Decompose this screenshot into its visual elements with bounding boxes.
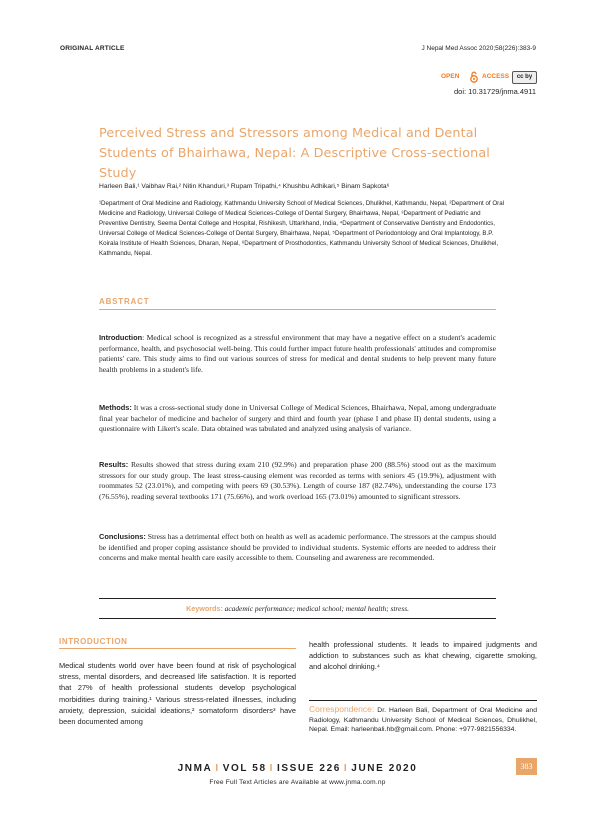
section-label: ORIGINAL ARTICLE (60, 45, 125, 52)
keywords-rule-bottom (99, 618, 496, 619)
introduction-text: : Medical school is recognized as a stressful environment that may have a negative effect on a student's academic performance, health, and psychosocial well-being. This could further impact future health professionals' attitudes and compromise patients' care. This study aims to find out various sources of stress for medical and dental students to help prevent many future health problems in a student's life. (99, 333, 496, 374)
footer-separator: I (343, 763, 349, 774)
conclusions-text: Stress has a detrimental effect both on health as well as academic performance. The stressors at the campus should be identified and proper coping assistance should be provided to individual students. Systemic efforts are needed to address their concerns and make mental health care easily accessible to them. Counseling and awareness are recommended. (99, 532, 496, 563)
keywords (99, 604, 496, 613)
article-title: Perceived Stress and Stressors among Medical and Dental Students of Bhairhawa, Nepal: A Descriptive Cross-sectional Study (99, 126, 490, 181)
affiliations: ¹Department of Oral Medicine and Radiology, Kathmandu University School of Medical Sciences, Dhulikhel, Kathmandu, Nepal, ²Department of Oral Medicine and Radiology, Universal College of Medical Sciences-College of Dental Surgery, Bhairhawa, Nepal, ³Department of Pediatric and Preventive Dentistry, Seema Dental College and Hospital, Rishikesh, Uttarkhand, India, ⁴Department of Conservative Dentistry and Endodontics, Universal College of Medical Sciences-College of Dental Surgery, Bhairhawa, Nepal, ⁵Department of Periodontology and Oral Implantology, B.P. Koirala Institute of Health Sciences, Dharan, Nepal, ⁶Department of Prosthodontics, Kathmandu University School of Medical Sciences, Dhulikhel, Kathmandu, Nepal. (99, 200, 505, 257)
abstract-heading: ABSTRACT (99, 297, 150, 306)
open-label: OPEN (441, 73, 460, 80)
page-number: 383 (516, 758, 537, 775)
keywords-rule-top (99, 598, 496, 599)
author-list: Harleen Bali,¹ Vaibhav Rai,² Nitin Khanduri,³ Rupam Tripathi,⁴ Khushbu Adhikari,⁵ Binam Sapkota⁶ (99, 183, 390, 190)
footer-jnma: JNMA (177, 763, 213, 774)
correspondence (309, 705, 537, 735)
footer-separator: I (215, 763, 220, 774)
methods-label: Methods: (99, 403, 132, 412)
correspondence-text: Dr. Harleen Bali, Department of Oral Medicine and Radiology, Kathmandu University School of Medical Sciences, Dhulikhel, Nepal. Email: harleenbali.hb@gmail.com. Phone: +977-9821556334. (309, 707, 537, 734)
introduction-column-1: Medical students world over have been found at risk of psychological stress, mental disorders, and decreased life satisfaction. It is reported that 27% of health professional students develop psychological morbidities during training.¹ Various stress-related illnesses, including anxiety, depression, suicidal ideations,² somatoform disorders³ have been documented among (59, 661, 296, 727)
footer-date: JUNE 2020 (351, 763, 418, 774)
keywords-text: academic performance; medical school; mental health; stress. (222, 604, 409, 613)
introduction-label: Introduction (99, 333, 143, 342)
correspondence-rule (309, 700, 537, 701)
conclusions-label: Conclusions: (99, 532, 146, 541)
methods-text: It was a cross-sectional study done in Universal College of Medical Sciences, Bhairhawa, Nepal, among undergraduate final year bachelor of medicine and bachelor of surgery and third and fourth year (phase I and phase II) dental students, using a questionnaire with Likert's scale. Data obtained was tabulated and analyzed using analysis of variance. (99, 403, 496, 434)
footer-issue-bar (120, 763, 475, 774)
results-text: Results showed that stress during exam 210 (92.9%) and preparation phase 200 (88.5%) stood out as the maximum stressors for our study group. The least stress-causing element was recorded as terms with seniors 45 (19.9%), adjustment with roommates 52 (23.01%), and competing with peers 69 (30.53%). Length of course 187 (82.74%), understanding the course 173 (76.55%), reading several textbooks 171 (75.66%), and work overload 165 (73.01%) amounted to significant stressors. (99, 460, 496, 501)
open-access-lock-icon (468, 71, 480, 83)
footer-separator: I (269, 763, 275, 774)
introduction-column-2: health professional students. It leads to impaired judgments and addiction to substances such as khat chewing, cigarette smoking, and alcohol drinking.⁴ (309, 640, 537, 672)
correspondence-label: Correspondence: (309, 704, 375, 714)
introduction-heading: INTRODUCTION (59, 637, 128, 646)
abstract-results (99, 460, 496, 502)
footer-free-text[interactable]: Free Full Text Articles are Available at www.jnma.com.np (209, 779, 386, 786)
abstract-methods (99, 403, 496, 435)
access-label: ACCESS (482, 73, 510, 80)
abstract-introduction (99, 333, 496, 375)
introduction-rule (59, 648, 296, 649)
footer-issue: ISSUE 226 (277, 763, 341, 774)
footer-volume: VOL 58 (222, 763, 267, 774)
results-label: Results: (99, 460, 129, 469)
doi-link[interactable]: doi: 10.31729/jnma.4911 (453, 87, 536, 96)
keywords-label: Keywords: (186, 604, 223, 613)
creative-commons-icon[interactable]: cc by (512, 71, 537, 84)
journal-reference: J Nepal Med Assoc 2020;58(226):383-9 (421, 45, 536, 52)
abstract-conclusions (99, 532, 496, 564)
abstract-rule (99, 309, 496, 310)
open-access-badge[interactable] (441, 70, 536, 84)
